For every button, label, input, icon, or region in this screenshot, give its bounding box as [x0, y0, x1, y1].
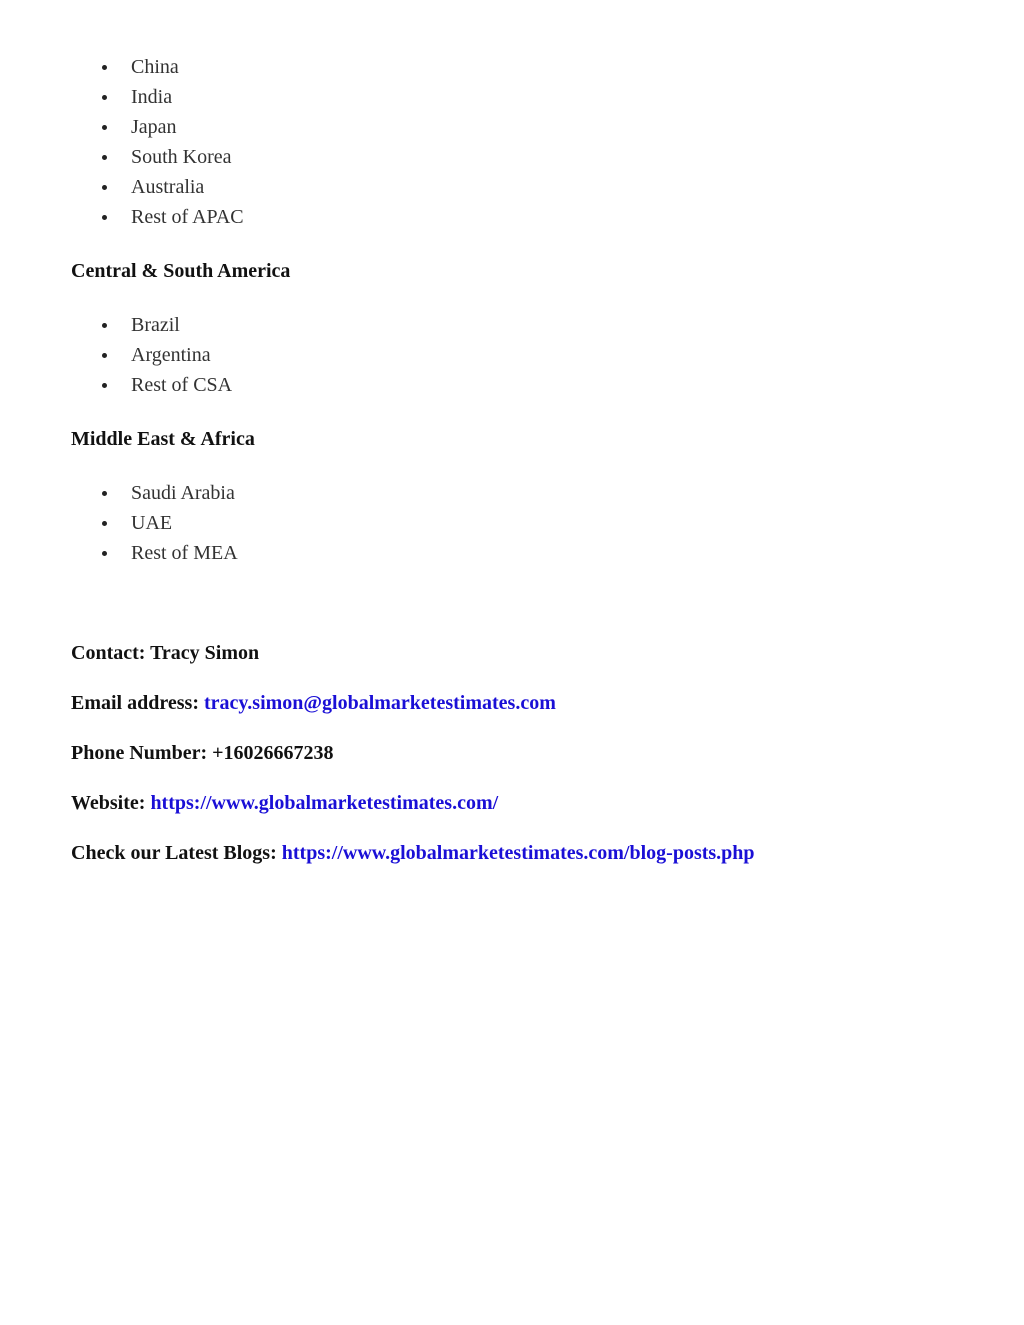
- list-item: [0, 370, 232, 400]
- blogs-line: [71, 841, 755, 865]
- list-item: [0, 310, 232, 340]
- bullet-icon: [102, 383, 107, 388]
- list-item: [0, 202, 244, 232]
- list-item-label: Brazil: [131, 314, 180, 336]
- email-link[interactable]: tracy.simon@globalmarketestimates.com: [203, 692, 556, 714]
- contact-name: Contact: Tracy Simon: [71, 642, 260, 664]
- list-item-label: Japan: [131, 116, 177, 138]
- csa-country-list: [0, 310, 232, 400]
- bullet-icon: [102, 95, 107, 100]
- bullet-icon: [102, 65, 107, 70]
- website-line: [71, 791, 498, 815]
- mea-heading: Middle East & Africa: [71, 428, 255, 450]
- mea-country-list: [0, 478, 238, 568]
- bullet-icon: [102, 185, 107, 190]
- list-item: [0, 172, 244, 202]
- list-item: [0, 112, 244, 142]
- list-item: [0, 508, 238, 538]
- apac-country-list: [0, 52, 244, 232]
- list-item-label: China: [131, 56, 179, 78]
- list-item: [0, 478, 238, 508]
- list-item-label: India: [131, 86, 173, 108]
- list-item: [0, 82, 244, 112]
- phone-number: Phone Number: +16026667238: [71, 742, 334, 764]
- list-item-label: Australia: [131, 176, 205, 198]
- list-item: [0, 142, 244, 172]
- list-item: [0, 538, 238, 568]
- list-item: [0, 52, 244, 82]
- list-item-label: Rest of CSA: [131, 374, 233, 396]
- list-item-label: Rest of APAC: [131, 206, 244, 228]
- list-item-label: Argentina: [131, 344, 211, 366]
- bullet-icon: [102, 155, 107, 160]
- blogs-link[interactable]: https://www.globalmarketestimates.com/blog-posts.php: [281, 842, 755, 864]
- email-label: Email address:: [71, 692, 199, 714]
- website-label: Website:: [71, 792, 146, 814]
- bullet-icon: [102, 521, 107, 526]
- list-item: [0, 340, 232, 370]
- csa-heading: Central & South America: [71, 260, 291, 282]
- list-item-label: Saudi Arabia: [131, 482, 235, 504]
- email-line: [71, 691, 556, 715]
- blogs-label: Check our Latest Blogs:: [71, 842, 277, 864]
- bullet-icon: [102, 353, 107, 358]
- bullet-icon: [102, 125, 107, 130]
- bullet-icon: [102, 491, 107, 496]
- list-item-label: UAE: [131, 512, 173, 534]
- list-item-label: South Korea: [131, 146, 232, 168]
- bullet-icon: [102, 323, 107, 328]
- list-item-label: Rest of MEA: [131, 542, 238, 564]
- bullet-icon: [102, 215, 107, 220]
- website-link[interactable]: https://www.globalmarketestimates.com/: [150, 792, 499, 814]
- bullet-icon: [102, 551, 107, 556]
